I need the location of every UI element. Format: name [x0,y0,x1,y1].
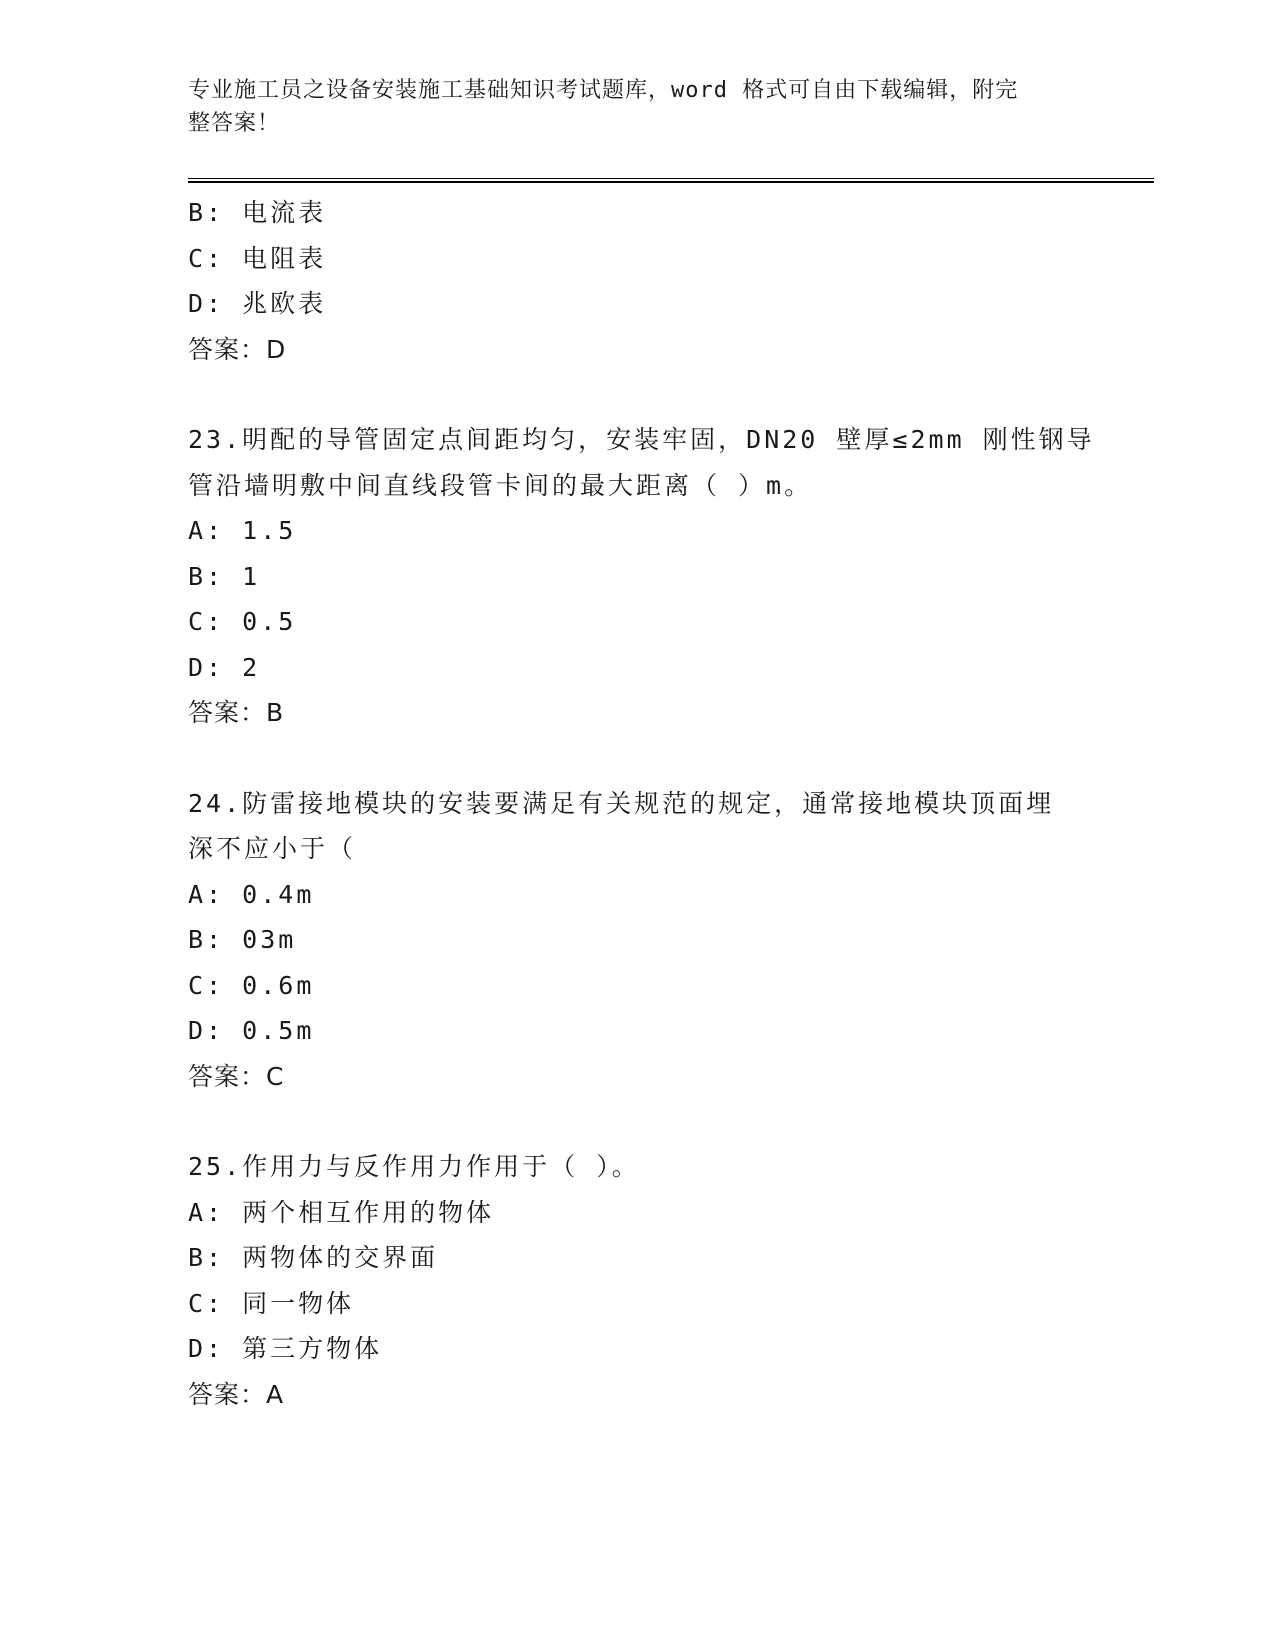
option-a: A: 0.4m [188,879,315,909]
option-d: D: 兆欧表 [188,289,327,318]
header-line-2: 整答案！ [188,111,281,136]
question-list [188,190,1108,1417]
option-c: C: 0.5 [188,607,297,636]
option-c: C: 同一物体 [188,1288,355,1318]
answer-line: 答案：D [188,334,287,364]
option-a: A: 两个相互作用的物体 [188,1197,495,1227]
question-stem-line: 深不应小于（ [188,834,357,863]
option-d: D: 2 [188,652,261,682]
option-c: C: 0.6m [188,970,315,1000]
option-b: B: 03m [188,925,297,954]
question-stem-line: 24.防雷接地模块的安装要满足有关规范的规定，通常接地模块顶面埋 [188,788,1055,818]
option-d: D: 第三方物体 [188,1334,383,1363]
question-stem-line: 25.作用力与反作用力作用于（ ）。 [188,1152,640,1181]
question-25 [188,1144,1108,1417]
question-24 [188,781,1108,1100]
document-header [188,74,1068,140]
option-b: B: 两物体的交界面 [188,1243,439,1272]
option-c: C: 电阻表 [188,243,327,273]
option-d: D: 0.5m [188,1016,315,1045]
question-stem-line: 23.明配的导管固定点间距均匀，安装牢固，DN20 壁厚≤2mm 刚性钢导 [188,425,1095,454]
option-b: B: 1 [188,561,261,591]
answer-line: 答案：C [188,1061,285,1091]
question-23 [188,417,1108,736]
answer-line: 答案：B [188,698,285,727]
question-stem-line: 管沿墙明敷中间直线段管卡间的最大距离（ ）m。 [188,470,813,500]
header-divider [188,178,1154,183]
answer-line: 答案：A [188,1379,285,1409]
prev-question-block [188,190,1108,372]
option-a: A: 1.5 [188,516,297,545]
option-b: B: 电流表 [188,198,327,227]
header-line-1: 专业施工员之设备安装施工基础知识考试题库，word 格式可自由下载编辑，附完 [188,78,1019,103]
